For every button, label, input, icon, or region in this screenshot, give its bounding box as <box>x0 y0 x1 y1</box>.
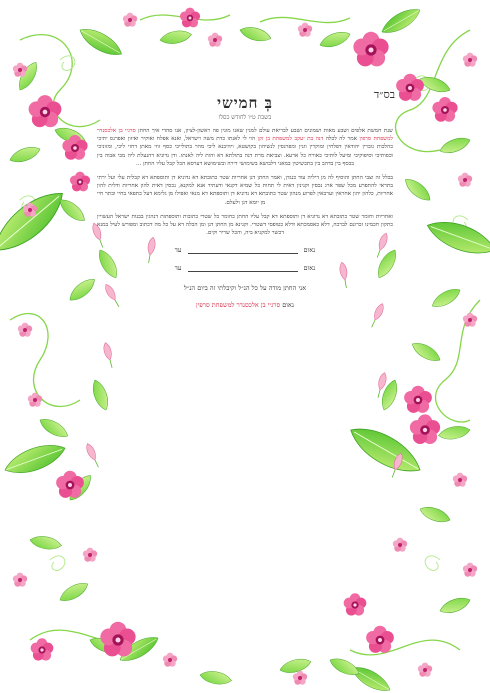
opening-day: בְּ חמישי <box>217 94 273 112</box>
bh-mark: בס״ד <box>373 88 395 101</box>
witness-line <box>188 263 298 272</box>
paragraph-2: בכלל זה וצבי החתן והוסיף לה מן דיליה עוד כנגדן, ואמר החתן דנן אחריות שטר כתובתא דא נדוניא דן ותוספתא דא קבלית עלי ועל ירתי בתראי להתפרע מכל שפר ארג נכסין וקנינין דאית לי תחות כל שמיא דקנאי ודעתיד אנא למקנא, נכסין דאית להון אחריות ודלית להון אחריות, כלהון יהון אחראין וערבאין לפרוע מנהון שטר כתובתא דא נדוניא דן ותוספתא דא מנאי ואפילו מן גלימא דעל כתפאי בחיי ובתר חיי מן יומא דנן ולעלם. <box>97 175 393 206</box>
groom-sign-name: סרגיי בן אלכסנדר למשפחת סרפין <box>196 301 281 310</box>
witness-signature-2 <box>95 263 395 272</box>
groom-name: סרגיי בן אלכסנדר למשפחת סרפין <box>97 128 394 143</box>
ketubah-text <box>95 88 395 648</box>
opening-date: בשבת ט״ו לחודש כסלו <box>218 114 272 121</box>
text-1b: אמר לה לכלה <box>325 136 357 143</box>
witness-label: נאום <box>303 264 316 273</box>
witness-label: נאום <box>303 246 316 255</box>
text-1: שנת חמשת אלפים ושבע מאות ושמונים ושבע לבריאת עולם למנין שאנו מונין פה ראשון-לציון, אנו סהדי איך החתן <box>138 128 393 134</box>
paragraph-3: ואחריות וחומר שטר כתובתא דא נדוניא דן ותוספתא דא קבל עליו החתן כחומר כל שטרי כתובות ותוספתות דנהגין בבנות ישראל העשויין כתקון חכמינו זכרונם לברכה, דלא כאסמכתא ודלא כטופסי דשטרי. וקנינא מן החתן דנן ומן הכלה דא על כל מה דכתוב ומפורש לעיל במנא דכשר למקניא ביה, והכל שריר וקים. <box>97 213 393 237</box>
groom-sign-label: נאום <box>282 301 294 310</box>
witness-suffix: עד <box>174 264 182 273</box>
bride-name: דנה בת יעקב למשפחת בן זקן <box>257 136 324 143</box>
groom-signature <box>95 301 395 309</box>
witness-line <box>188 245 298 254</box>
groom-acknowledgement: אני החתן מודה על כל הנ״ל וקיבלתי זה ביום הנ״ל <box>183 284 307 293</box>
paragraph-1 <box>97 127 393 168</box>
witness-suffix: עד <box>174 246 182 255</box>
text-2: הוי לי לאנתו כדת משה וישראל, ואנא אפלח ואוקיר ואיזון ואפרנס יתיכי כהלכות גוברין יהודאין דפלחין ומוקרין וזנין ומפרנסין לנשיהון בקושטא, ויהיבנא ליכי מהר בתולייכי כסף זוזי מאתן דחזי ליכי, ומזוניכי וכסותיכי וסיפוקיכי ומיעל לותיכי כאורח כל ארעא. וצביאת מרת דנה בתולתא דא והות ליה לאנתו. ודן נדוניא דהנעלת ליה מבי אבוה בין בכסף בין בדהב בין בתכשיטין במאני דלבושא בשימושי דירה ובשימושא דערסא הכל קבל עליו החתן ... <box>97 136 393 167</box>
witness-signature-1 <box>95 245 395 254</box>
